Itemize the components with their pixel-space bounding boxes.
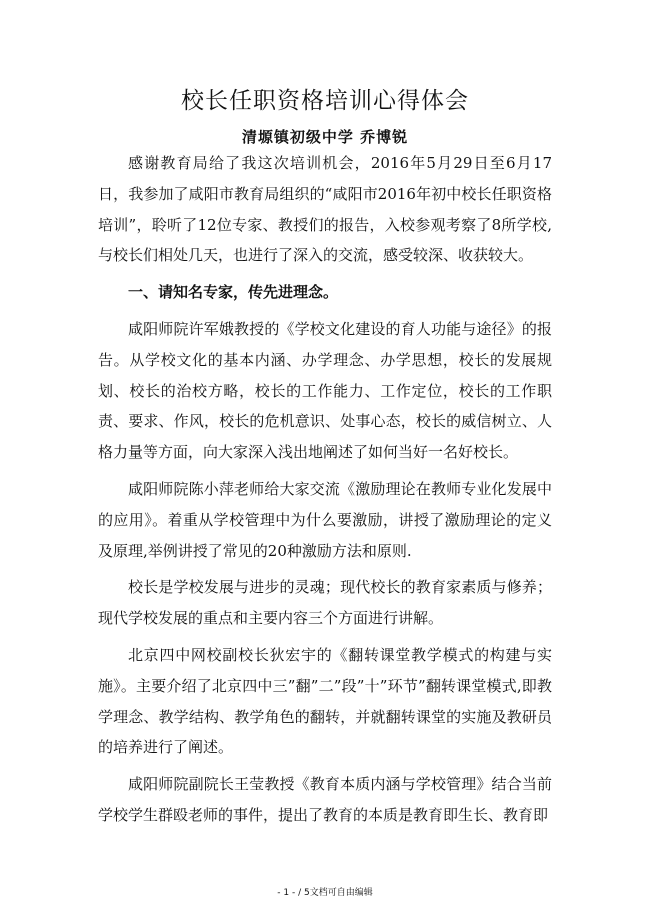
document-title: 校长任职资格培训心得体会 bbox=[181, 88, 469, 114]
paragraph-principal-soul: 校长是学校发展与进步的灵魂；现代校长的教育家素质与修养；现代学校发展的重点和主要内容三个方面进行讲解。 bbox=[98, 578, 552, 628]
paragraph-chen-xiaoping: 咸阳师院陈小萍老师给大家交流《激励理论在教师专业化发展中的应用》。着重从学校管理中为什么要激励，讲授了激励理论的定义及原理,举例讲授了常见的20种激励方法和原则. bbox=[98, 479, 552, 560]
paragraph-wang-ying: 咸阳师院副院长王莹教授《教育本质内涵与学校管理》结合当前学校学生群殴老师的事件，提出了教育的本质是教育即生长、教育即 bbox=[98, 775, 552, 824]
page-footer: - 1 - / 5文档可自由编辑 bbox=[277, 888, 373, 898]
paragraph-intro: 感谢教育局给了我这次培训机会，2016年5月29日至6月17日，我参加了咸阳市教育局组织的“咸阳市2016年初中校长任职资格培训”，聆听了12位专家、教授们的报告，入校参观考察了8所学校,与校长们相处几天，也进行了深入的交流，感受较深、收获较大。 bbox=[98, 154, 552, 265]
paragraph-di-hongyu: 北京四中网校副校长狄宏宇的《翻转课堂教学模式的构建与实施》。主要介绍了北京四中三”翻”二”段”十”环节”翻转课堂模式,即教学理念、教学结构、教学角色的翻转，并就翻转课堂的实施及教研员的培养进行了阐述。 bbox=[98, 645, 552, 757]
document-body bbox=[98, 148, 552, 837]
author-line: 清塬镇初级中学 乔博锐 bbox=[241, 128, 409, 146]
paragraph-xu-junE: 咸阳师院许军娥教授的《学校文化建设的育人功能与途径》的报告。从学校文化的基本内涵、办学理念、办学思想，校长的发展规划、校长的治校方略，校长的工作能力、工作定位，校长的工作职责、要求、作风，校长的危机意识、处事心态，校长的威信树立、人格力量等方面，向大家深入浅出地阐述了如何当好一名好校长。 bbox=[98, 319, 552, 462]
section-heading-1: 一、请知名专家，传先进理念。 bbox=[128, 283, 339, 302]
